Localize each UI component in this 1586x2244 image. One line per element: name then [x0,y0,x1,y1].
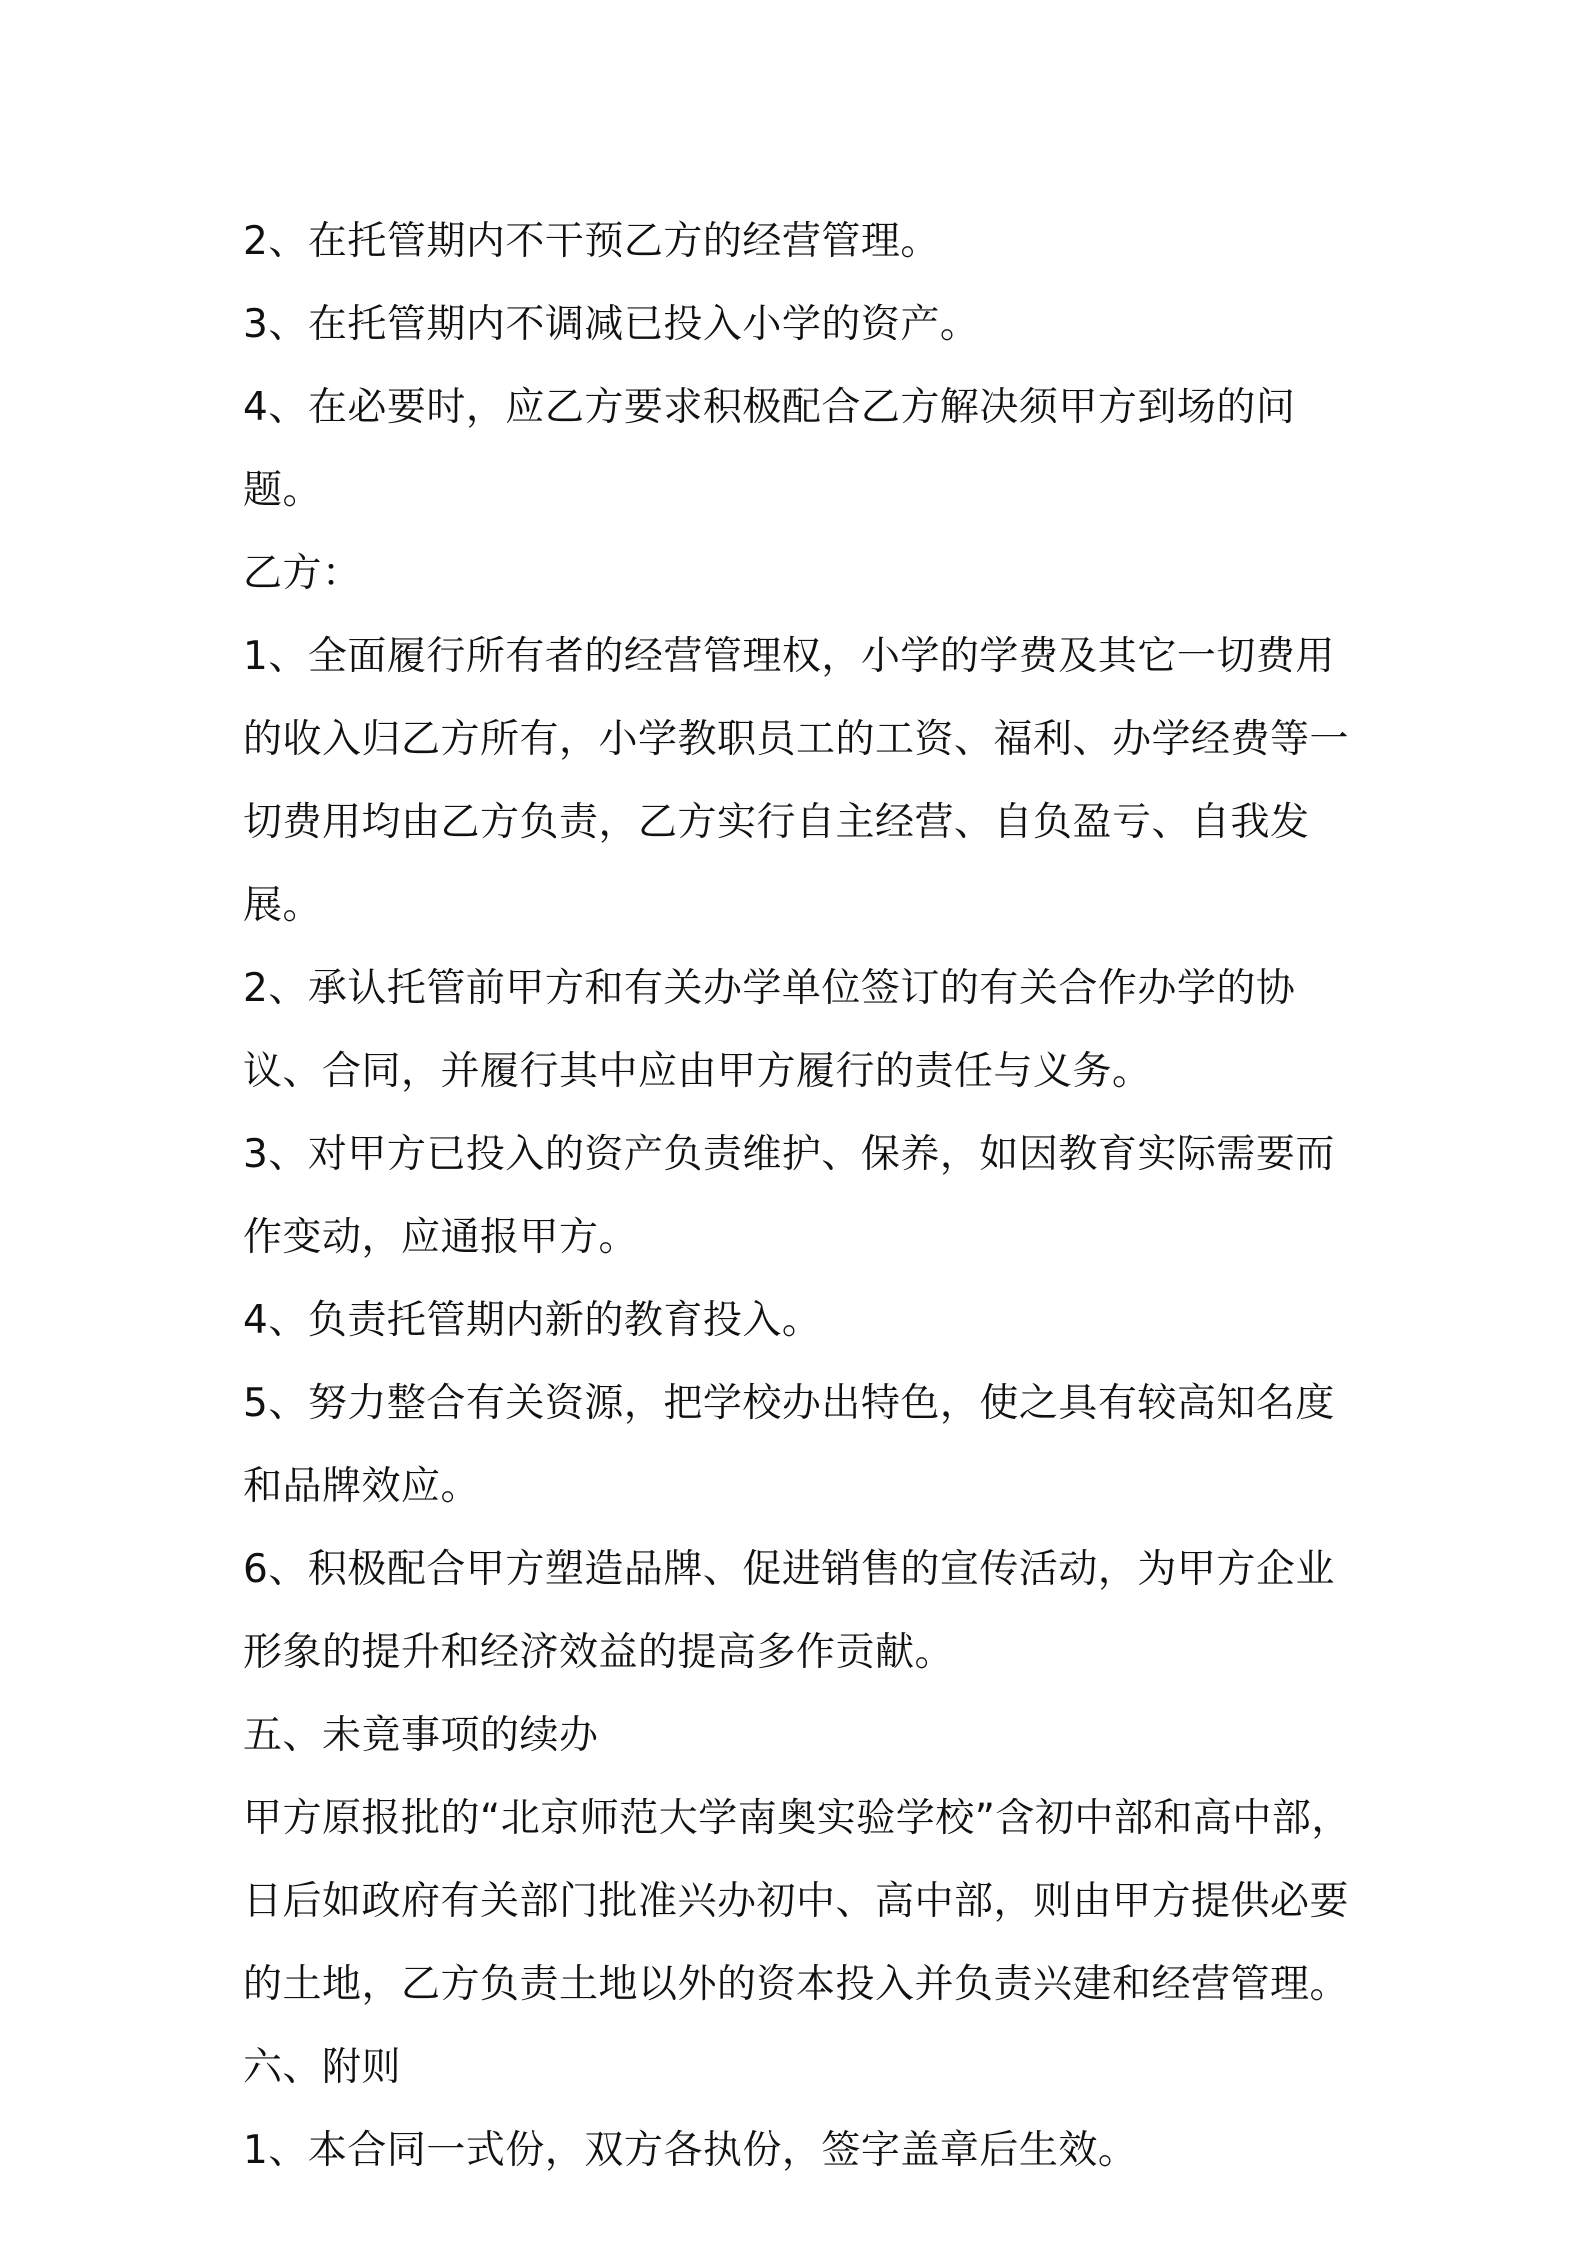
section-six-heading: 六、附则 [243,2045,402,2090]
clause-yi-3: 3、对甲方已投入的资产负责维护、保养，如因教育实际需要而作变动，应通报甲方。 [243,1132,1335,1260]
clause-jia-4: 4、在必要时，应乙方要求积极配合乙方解决须甲方到场的问题。 [243,385,1296,513]
section-five-heading: 五、未竟事项的续办 [243,1713,599,1758]
clause-jia-3: 3、在托管期内不调减已投入小学的资产。 [243,302,980,347]
section-six-clause-1: 1、本合同一式份，双方各执份，签字盖章后生效。 [243,2128,1138,2173]
clause-yi-5: 5、努力整合有关资源，把学校办出特色，使之具有较高知名度和品牌效应。 [243,1381,1335,1509]
clause-yi-6: 6、积极配合甲方塑造品牌、促进销售的宣传活动，为甲方企业形象的提升和经济效益的提高多作贡献。 [243,1547,1335,1675]
document-body [243,200,1363,2192]
party-yi-heading: 乙方： [243,551,362,596]
clause-yi-2: 2、承认托管前甲方和有关办学单位签订的有关合作办学的协议、合同，并履行其中应由甲方履行的责任与义务。 [243,966,1296,1094]
clause-jia-2: 2、在托管期内不干预乙方的经营管理。 [243,219,940,264]
section-five-body: 甲方原报批的“北京师范大学南奥实验学校”含初中部和高中部，日后如政府有关部门批准兴办初中、高中部，则由甲方提供必要的土地，乙方负责土地以外的资本投入并负责兴建和经营管理。 [243,1796,1351,2007]
clause-yi-1: 1、全面履行所有者的经营管理权，小学的学费及其它一切费用的收入归乙方所有，小学教职员工的工资、福利、办学经费等一切费用均由乙方负责，乙方实行自主经营、自负盈亏、自我发展。 [243,634,1350,928]
clause-yi-4: 4、负责托管期内新的教育投入。 [243,1298,822,1343]
